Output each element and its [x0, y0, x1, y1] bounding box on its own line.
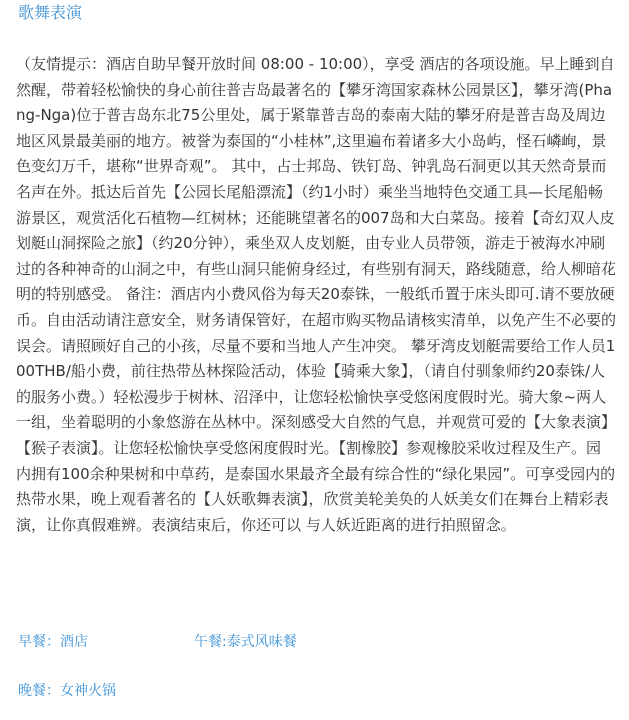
dinner-label: 晚餐：女神火锅	[18, 683, 116, 699]
lunch-label: 午餐:泰式风味餐	[194, 634, 297, 650]
meal-row-day	[18, 632, 297, 652]
breakfast-label: 早餐：酒店	[18, 634, 88, 650]
meal-row-evening	[18, 681, 116, 701]
section-title: 歌舞表演	[18, 3, 83, 22]
itinerary-description: （友情提示：酒店自助早餐开放时间 08:00 - 10:00），享受 酒店的各项设施。早上睡到自然醒，带着轻松愉快的身心前往普吉岛最著名的【攀牙湾国家森林公园景区】，攀牙湾(Phang-Nga)位于普吉岛东北75公里处，属于紧靠普吉岛的泰南大陆的攀牙府是普吉岛及周边地区风景最美丽的地方。被誉为泰国的“小桂林”,这里遍布着诸多大小岛屿，怪石嶙峋，景色变幻万千，堪称“世界奇观”。 其中，占士邦岛、铁钉岛、钟乳岛石洞更以其天然奇景而名声在外。抵达后首先【公园长尾船漂流】（约1小时）乘坐当地特色交通工具—长尾船畅游景区，观赏活化石植物—红树林；还能眺望著名的007岛和大白菜岛。接着【奇幻双人皮划艇山洞探险之旅】（约20分钟），乘坐双人皮划艇，由专业人员带领，游走于被海水冲刷过的各种神奇的山洞之中，有些山洞只能俯身经过，有些别有洞天，路线随意，给人柳暗花明的特别感受。 备注：酒店内小费风俗为每天20泰铢，一般纸币置于床头即可.请不要放硬币。自由活动请注意安全，财务请保管好，在超市购买物品请核实清单，以免产生不必要的误会。请照顾好自己的小孩，尽量不要和当地人产生冲突。 攀牙湾皮划艇需要给工作人员100THB/船小费，前往热带丛林探险活动，体验【骑乘大象】，（请自付驯象师约20泰铢/人 的服务小费。）轻松漫步于树林、沼泽中，让您轻松愉快享受悠闲度假时光。骑大象~两人一组，坐着聪明的小象悠游在丛林中。深刻感受大自然的气息，并观赏可爱的【大象表演】【猴子表演】。让您轻松愉快享受悠闲度假时光。【割橡胶】参观橡胶采收过程及生产。园内拥有100余种果树和中草药，是泰国水果最齐全最有综合性的“绿化果园”。可享受园内的热带水果，晚上观看著名的【人妖歌舞表演】，欣赏美轮美奂的人妖美女们在舞台上精彩表演，让你真假难辨。表演结束后，你还可以 与人妖近距离的进行拍照留念。	[16, 55, 617, 534]
